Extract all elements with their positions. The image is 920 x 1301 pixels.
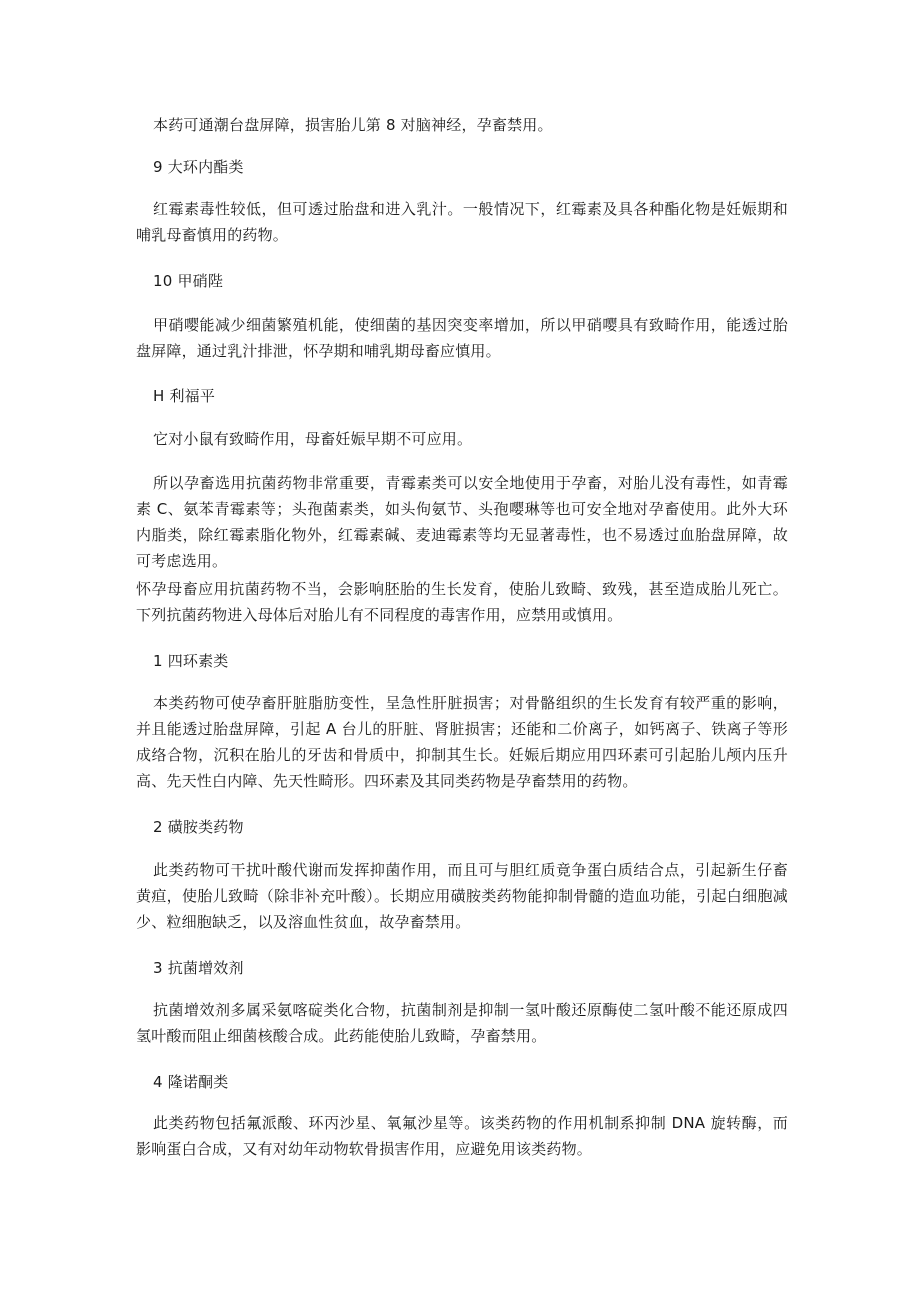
paragraph-quinolones: 此类药物包括氟派酸、环丙沙星、氧氟沙星等。该类药物的作用机制系抑制 DNA 旋转酶，而影响蛋白合成，又有对幼年动物软骨损害作用，应避免用该类药物。 [136, 1114, 788, 1158]
heading-tetracyclines: 1 四环素类 [153, 652, 229, 670]
paragraph-metronidazole: 甲硝嘤能减少细菌繁殖机能，使细菌的基因突变率增加，所以甲硝嘤具有致畸作用，能透过胎盘屏障，通过乳汁排泄，怀孕期和哺乳期母畜应慎用。 [136, 316, 788, 360]
heading-rifampicin: H 利福平 [153, 387, 216, 405]
paragraph-tetracyclines: 本类药物可使孕畜肝脏脂肪变性，呈急性肝脏损害；对骨骼组织的生长发育有较严重的影响，并且能透过胎盘屏障，引起 A 台儿的肝脏、肾脏损害；还能和二价离子，如钙离子、铁离子等形成络合物，沉积在胎儿的牙齿和骨质中，抑制其生长。妊娠后期应用四环素可引起胎儿颅内压升高、先天性白内障、先天性畸形。四环素及其同类药物是孕畜禁用的药物。 [136, 694, 788, 790]
paragraph-aminoglycoside-note: 本药可通潮台盘屏障，损害胎儿第 8 对脑神经，孕畜禁用。 [153, 116, 553, 134]
paragraph-rifampicin: 它对小鼠有致畸作用，母畜妊娠早期不可应用。 [153, 430, 473, 448]
heading-synergists: 3 抗菌增效剂 [153, 959, 244, 977]
paragraph-sulfonamides: 此类药物可干扰叶酸代谢而发挥抑菌作用，而且可与胆红质竟争蛋白质结合点，引起新生仔畜黄疸，使胎儿致畸（除非补充叶酸）。长期应用磺胺类药物能抑制骨髓的造血功能，引起白细胞减少、粒细胞缺乏，以及溶血性贫血，故孕畜禁用。 [136, 861, 788, 931]
paragraph-macrolides: 红霉素毒性较低，但可透过胎盘和进入乳汁。一般情况下，红霉素及具各种酯化物是妊娠期和哺乳母畜慎用的药物。 [136, 200, 788, 244]
paragraph-safe-antibiotics: 所以孕畜选用抗菌药物非常重要，青霉素类可以安全地使用于孕畜，对胎儿没有毒性，如青霉素 C、氨苯青霉素等；头孢菌素类，如头佝氨节、头孢嘤琳等也可安全地对孕畜使用。此外大环内脂类，除红霉素脂化物外，红霉素碱、麦迪霉素等均无显著毒性，也不易透过血胎盘屏障，故可考虑选用。 [136, 474, 788, 570]
heading-sulfonamides: 2 磺胺类药物 [153, 818, 244, 836]
heading-quinolones: 4 隆诺酮类 [153, 1073, 229, 1091]
heading-metronidazole: 10 甲硝陛 [153, 272, 224, 290]
heading-macrolides: 9 大环内酯类 [153, 158, 244, 176]
paragraph-intro-harmful: 怀孕母畜应用抗菌药物不当，会影响胚胎的生长发育，使胎儿致畸、致残，甚至造成胎儿死亡。下列抗菌药物进入母体后对胎儿有不同程度的毒害作用，应禁用或慎用。 [136, 580, 788, 624]
paragraph-synergists: 抗菌增效剂多属采氨喀碇类化合物，抗菌制剂是抑制一氢叶酸还原酶使二氢叶酸不能还原成四氢叶酸而阻止细菌核酸合成。此药能使胎儿致畸，孕畜禁用。 [136, 1001, 788, 1045]
